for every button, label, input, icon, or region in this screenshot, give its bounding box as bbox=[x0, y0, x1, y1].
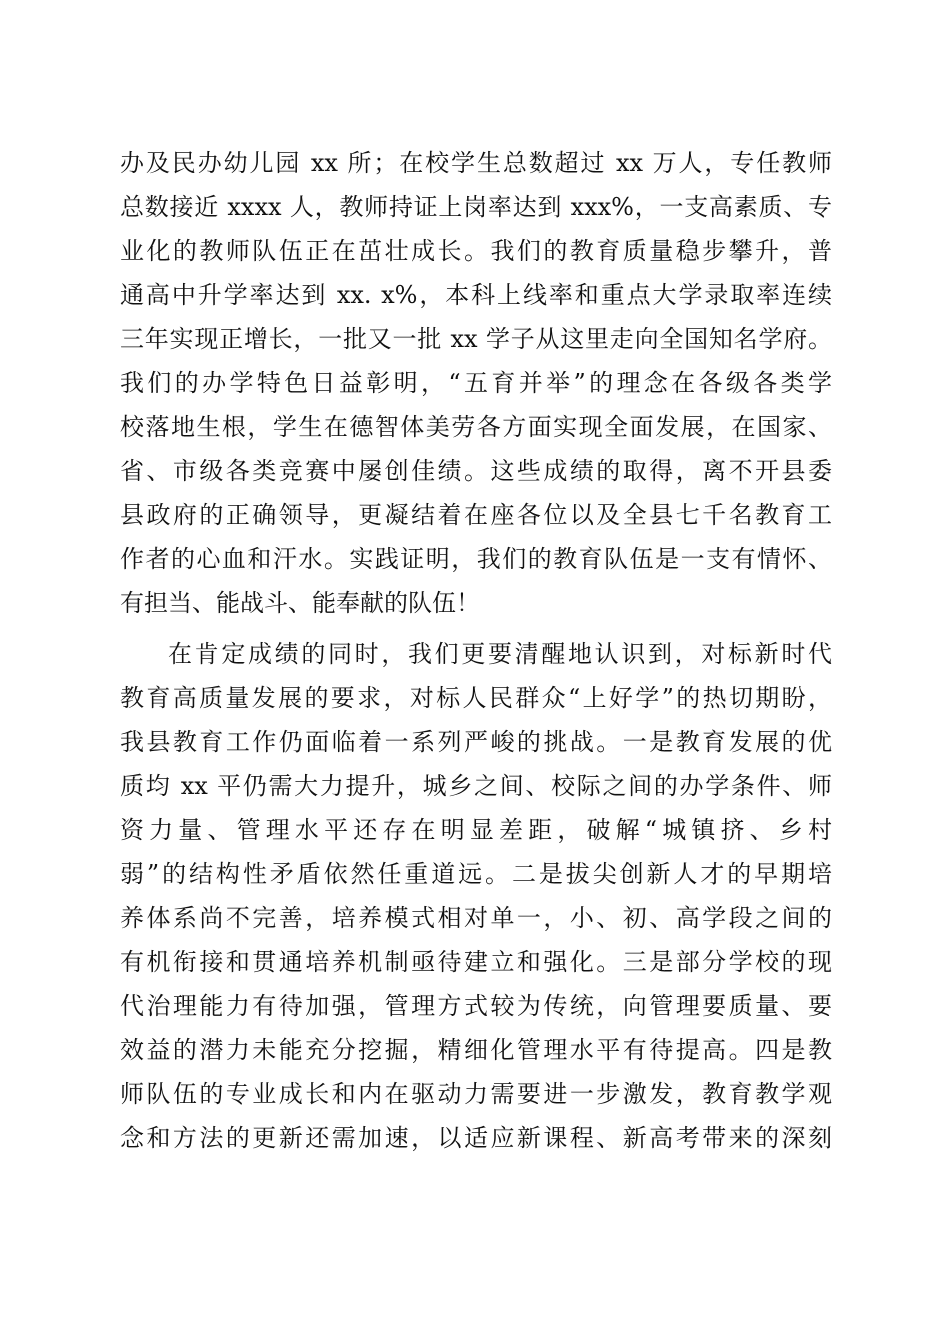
body-text-line: 我县教育工作仍面临着一系列严峻的挑战。一是教育发展的优 bbox=[120, 728, 832, 756]
paragraph-last-line: 有担当、能战斗、能奉献的队伍！ bbox=[120, 589, 480, 617]
body-text-line: 业化的教师队伍正在茁壮成长。我们的教育质量稳步攀升，普 bbox=[120, 237, 832, 265]
body-text-line: 念和方法的更新还需加速，以适应新课程、新高考带来的深刻 bbox=[120, 1124, 832, 1152]
body-text-line: 效益的潜力未能充分挖掘，精细化管理水平有待提高。四是教 bbox=[120, 1036, 832, 1064]
body-text-line: 养体系尚不完善，培养模式相对单一，小、初、高学段之间的 bbox=[120, 904, 832, 932]
body-text-line: 三年实现正增长，一批又一批 xx 学子从这里走向全国知名学府。 bbox=[120, 325, 832, 353]
body-text-line: 弱”的结构性矛盾依然任重道远。二是拔尖创新人才的早期培 bbox=[120, 860, 832, 888]
body-text-line: 省、市级各类竞赛中屡创佳绩。这些成绩的取得，离不开县委 bbox=[120, 457, 832, 485]
paragraph-first-line: 在肯定成绩的同时，我们更要清醒地认识到，对标新时代 bbox=[168, 640, 832, 668]
body-text-line: 作者的心血和汗水。实践证明，我们的教育队伍是一支有情怀、 bbox=[120, 545, 832, 573]
body-text-line: 办及民办幼儿园 xx 所；在校学生总数超过 xx 万人，专任教师 bbox=[120, 149, 832, 177]
body-text-line: 校落地生根，学生在德智体美劳各方面实现全面发展，在国家、 bbox=[120, 413, 832, 441]
body-text-line: 质均 xx 平仍需大力提升，城乡之间、校际之间的办学条件、师 bbox=[120, 772, 832, 800]
body-text-line: 师队伍的专业成长和内在驱动力需要进一步激发，教育教学观 bbox=[120, 1080, 832, 1108]
body-text-line: 教育高质量发展的要求，对标人民群众“上好学”的热切期盼， bbox=[120, 684, 832, 712]
body-text-line: 资力量、管理水平还存在明显差距，破解“城镇挤、乡村 bbox=[120, 816, 832, 844]
body-text-line: 县政府的正确领导，更凝结着在座各位以及全县七千名教育工 bbox=[120, 501, 832, 529]
body-text-line: 有机衔接和贯通培养机制亟待建立和强化。三是部分学校的现 bbox=[120, 948, 832, 976]
body-text-line: 总数接近 xxxx 人，教师持证上岗率达到 xxx%，一支高素质、专 bbox=[120, 193, 832, 221]
body-text-line: 代治理能力有待加强，管理方式较为传统，向管理要质量、要 bbox=[120, 992, 832, 1020]
body-text-line: 我们的办学特色日益彰明，“五育并举”的理念在各级各类学 bbox=[120, 369, 832, 397]
body-text-line: 通高中升学率达到 xx. x%，本科上线率和重点大学录取率连续 bbox=[120, 281, 832, 309]
